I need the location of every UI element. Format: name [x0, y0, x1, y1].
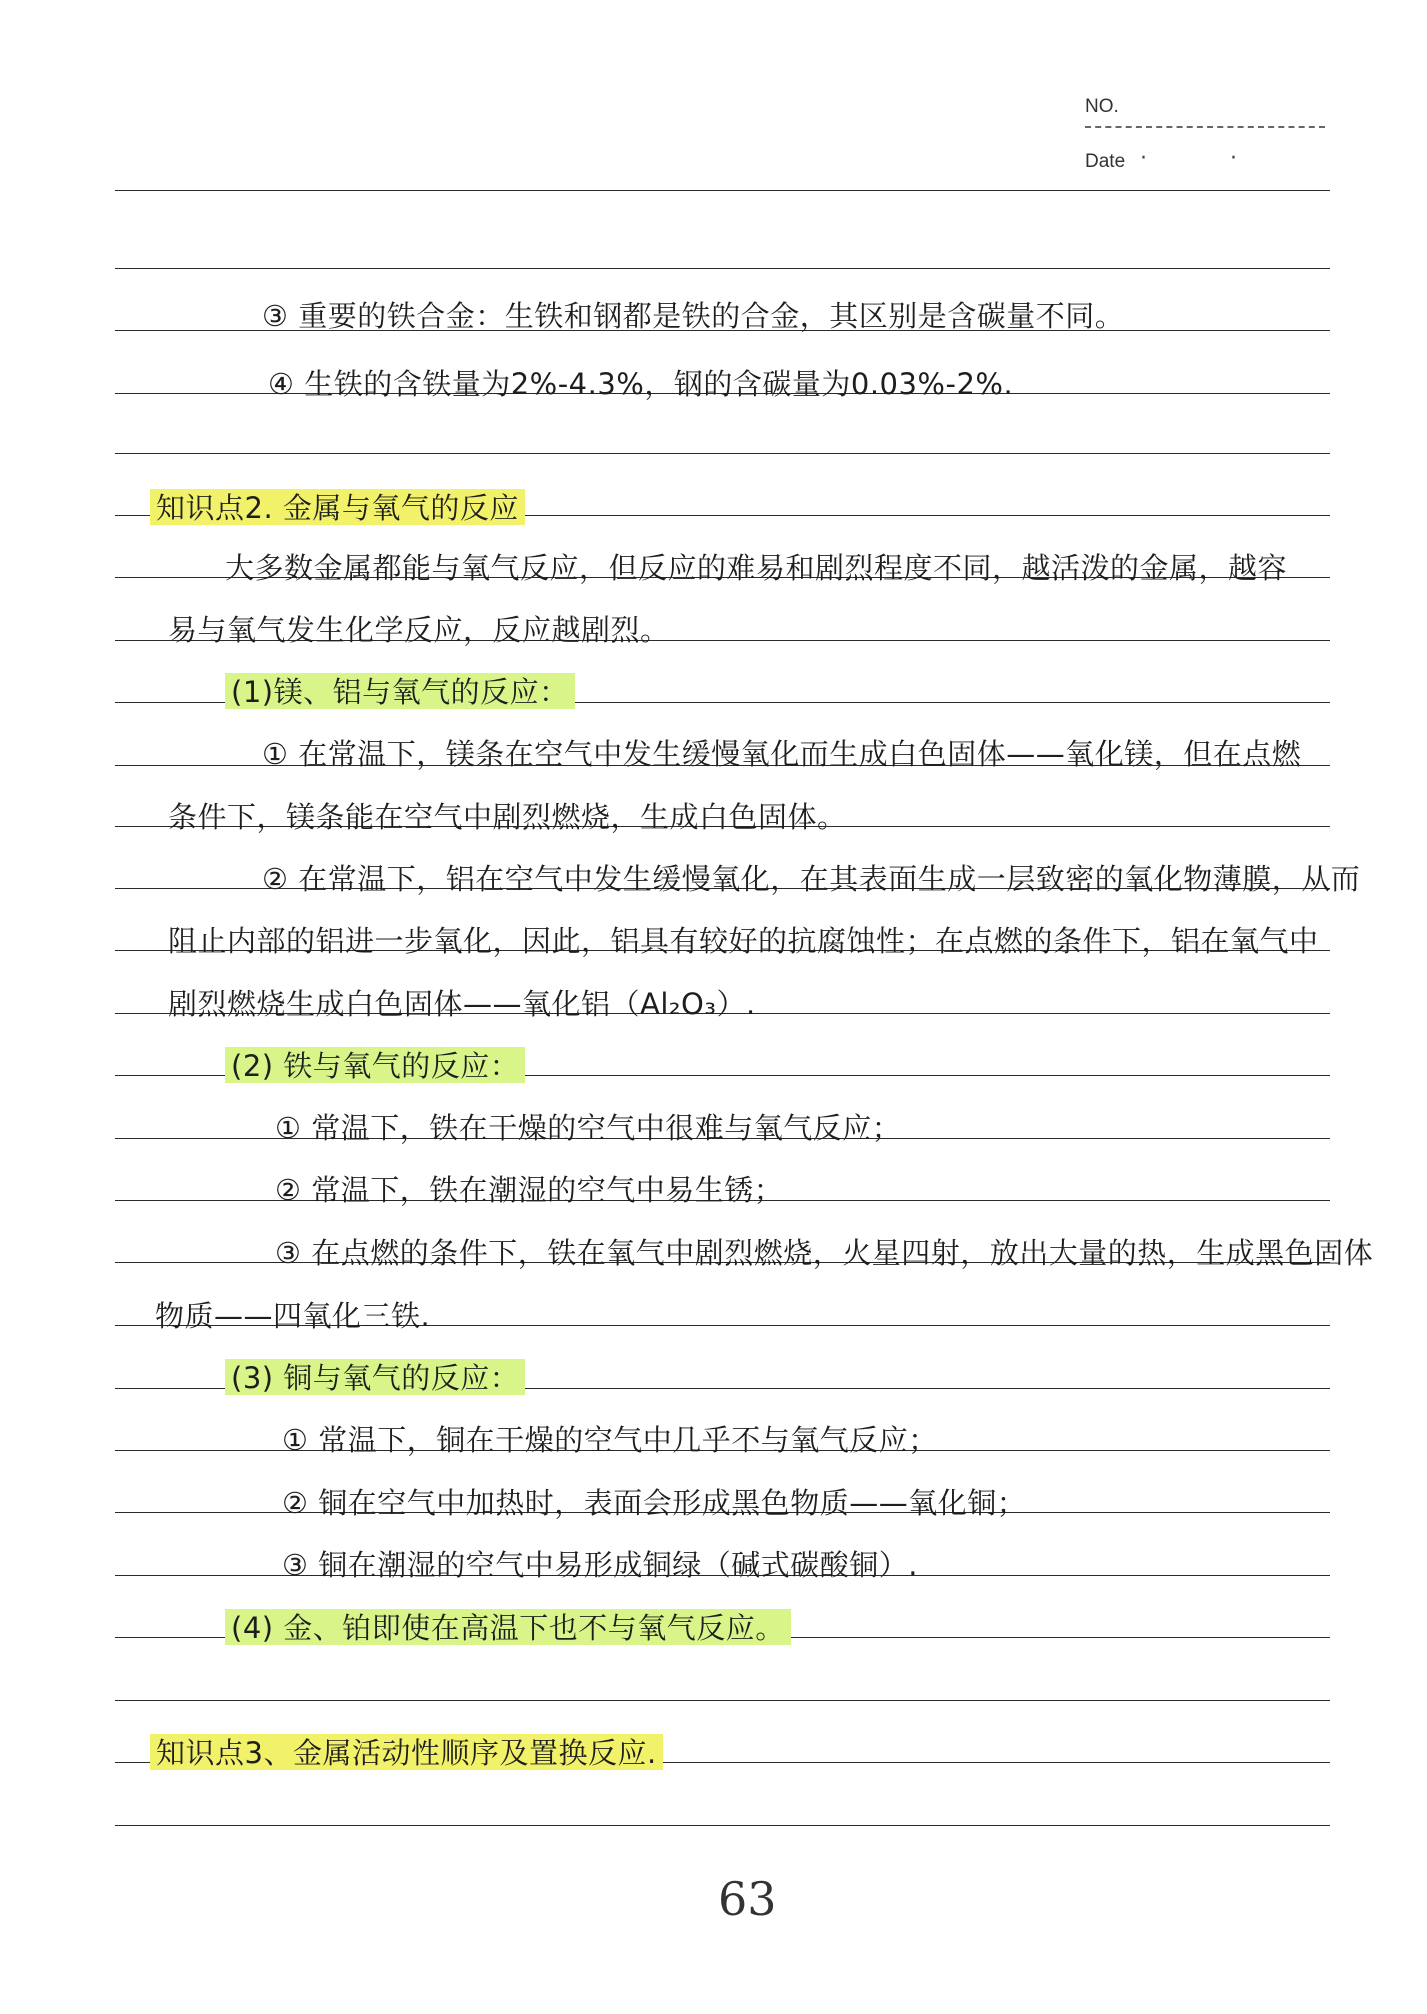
ruled-line — [115, 268, 1330, 269]
page-number: 63 — [718, 1872, 777, 1926]
no-label: NO. — [1085, 96, 1119, 117]
paragraph-line: 大多数金属都能与氧气反应，但反应的难易和剧烈程度不同，越活泼的金属，越容 — [225, 551, 1288, 585]
highlight: (4) 金、铂即使在高温下也不与氧气反应。 — [225, 1609, 791, 1645]
section-title-knowledge-3 — [150, 1731, 663, 1772]
note-line: ③ 重要的铁合金：生铁和钢都是铁的合金，其区别是含碳量不同。 — [262, 299, 1125, 333]
note-line: 物质——四氧化三铁. — [155, 1299, 431, 1333]
note-line: ① 在常温下，镁条在空气中发生缓慢氧化而生成白色固体——氧化镁，但在点燃 — [262, 737, 1302, 771]
ruled-line — [115, 1825, 1330, 1826]
paragraph-line: 易与氧气发生化学反应，反应越剧烈。 — [168, 613, 670, 647]
note-line: ③ 在点燃的条件下，铁在氧气中剧烈燃烧，火星四射，放出大量的热，生成黑色固体 — [275, 1236, 1374, 1270]
note-line: 条件下，镁条能在空气中剧烈燃烧，生成白色固体。 — [168, 800, 847, 834]
date-label: Date — [1085, 151, 1126, 172]
note-line: ② 铜在空气中加热时，表面会形成黑色物质——氧化铜； — [282, 1486, 1027, 1520]
highlight: (1)镁、铝与氧气的反应： — [225, 673, 575, 709]
header-dotted-line — [1085, 126, 1325, 128]
date-dots: · · — [1140, 146, 1275, 171]
section-title-knowledge-2 — [150, 486, 525, 527]
note-line: ④ 生铁的含铁量为2%-4.3%，钢的含碳量为0.03%-2%. — [268, 367, 1014, 401]
subsection-1-title — [225, 670, 575, 711]
note-line: ② 在常温下，铝在空气中发生缓慢氧化，在其表面生成一层致密的氧化物薄膜，从而 — [262, 862, 1361, 896]
highlight: 知识点3、金属活动性顺序及置换反应. — [150, 1734, 663, 1770]
highlight: 知识点2. 金属与氧气的反应 — [150, 489, 525, 525]
ruled-line — [115, 453, 1330, 454]
ruled-line — [115, 190, 1330, 191]
subsection-4-line — [225, 1606, 791, 1647]
note-line: 阻止内部的铝进一步氧化，因此，铝具有较好的抗腐蚀性；在点燃的条件下，铝在氧气中 — [168, 924, 1319, 958]
ruled-line — [115, 1700, 1330, 1701]
note-line: ② 常温下，铁在潮湿的空气中易生锈； — [275, 1173, 784, 1207]
note-line: ③ 铜在潮湿的空气中易形成铜绿（碱式碳酸铜）. — [282, 1548, 918, 1582]
subsection-2-title — [225, 1044, 525, 1085]
highlight: (3) 铜与氧气的反应： — [225, 1359, 525, 1395]
note-line: ① 常温下，铜在干燥的空气中几乎不与氧气反应； — [282, 1423, 938, 1457]
highlight: (2) 铁与氧气的反应： — [225, 1047, 525, 1083]
note-line: 剧烈燃烧生成白色固体——氧化铝（Al₂O₃）. — [168, 987, 756, 1021]
subsection-3-title — [225, 1356, 525, 1397]
note-line: ① 常温下，铁在干燥的空气中很难与氧气反应； — [275, 1111, 902, 1145]
